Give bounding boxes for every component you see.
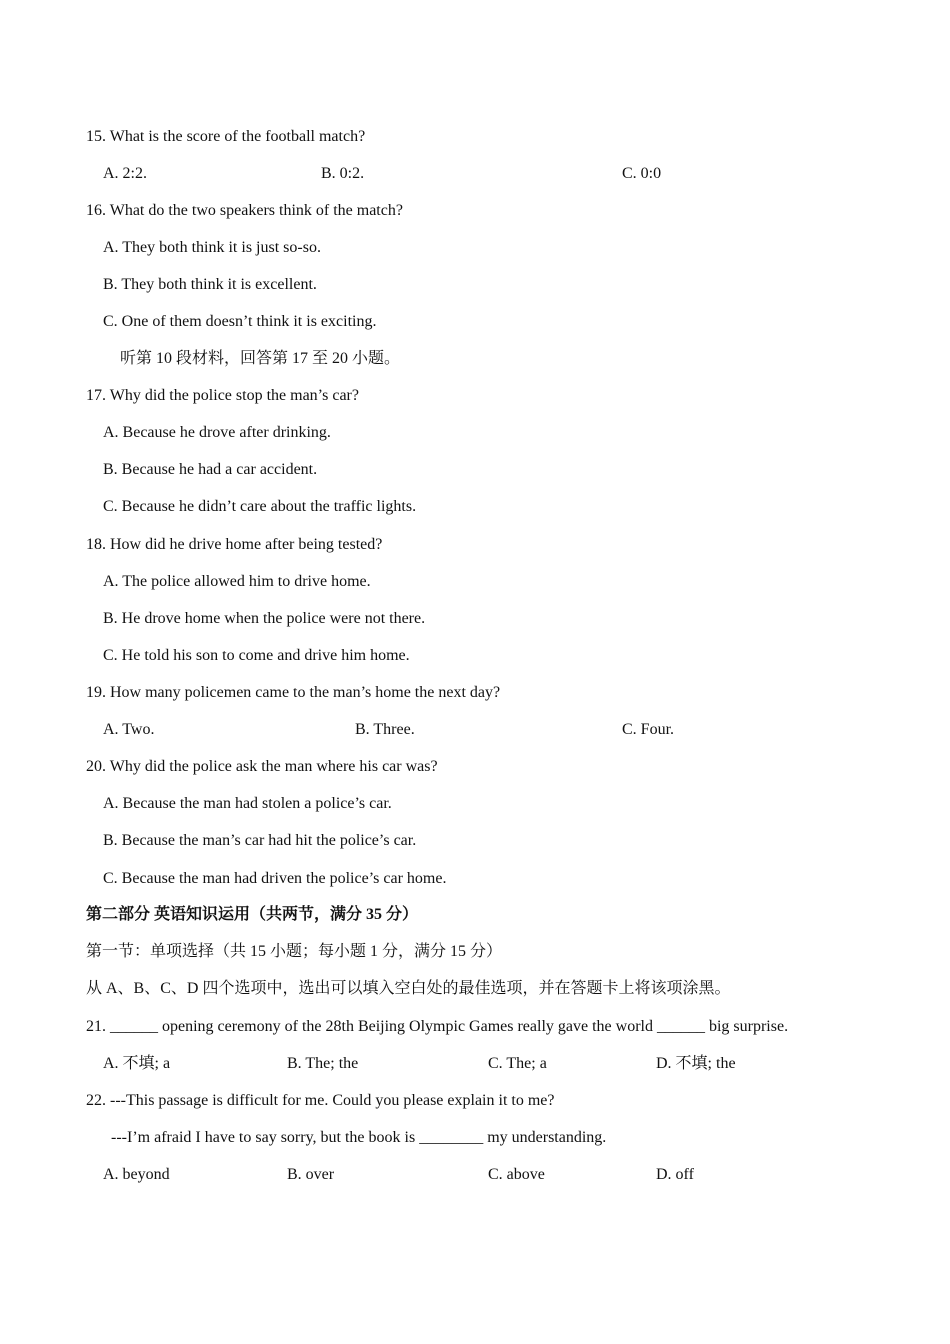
option-d: D. 不填; the [656,1055,736,1072]
option-a: A. Two. [103,721,155,738]
option-c: C. He told his son to come and drive him home. [103,647,410,664]
option-row [0,860,950,897]
options-row [0,1045,950,1082]
listening-note [0,340,950,377]
option-c: C. The; a [488,1055,547,1072]
part2-heading [0,896,950,933]
option-a: A. Because the man had stolen a police’s car. [103,795,392,812]
part2-heading-text: 第二部分 英语知识运用（共两节，满分 35 分） [86,906,419,923]
question-stem: 22. ---This passage is difficult for me. Could you please explain it to me? [86,1092,555,1109]
option-c: C. 0:0 [622,165,662,182]
option-c: C. Because the man had driven the police’s car home. [103,870,447,887]
question-stem: 19. How many policemen came to the man’s home the next day? [86,684,501,701]
question-stem: 16. What do the two speakers think of the match? [86,202,403,219]
option-d: D. off [656,1166,694,1183]
option-b: B. Because he had a car accident. [103,461,318,478]
option-c: C. Four. [622,721,675,738]
question-22 [0,1082,950,1119]
option-b: B. He drove home when the police were not there. [103,610,426,627]
question-stem: 17. Why did the police stop the man’s car? [86,387,359,404]
question-19 [0,674,950,711]
option-b: B. Three. [355,721,415,738]
question-16 [0,192,950,229]
question-21 [0,1008,950,1045]
question-20 [0,748,950,785]
option-b: B. over [287,1166,335,1183]
listening-note-text: 听第 10 段材料，回答第 17 至 20 小题。 [120,350,401,367]
option-c: C. above [488,1166,545,1183]
options-row [0,711,950,748]
option-row [0,488,950,525]
question-18 [0,526,950,563]
option-row [0,303,950,340]
option-c: C. One of them doesn’t think it is exciting. [103,313,377,330]
option-a: A. The police allowed him to drive home. [103,573,371,590]
question-stem: 20. Why did the police ask the man where his car was? [86,758,438,775]
question-17 [0,377,950,414]
option-a: A. Because he drove after drinking. [103,424,331,441]
question-stem: 18. How did he drive home after being tested? [86,536,383,553]
option-b: B. 0:2. [321,165,365,182]
question-stem: 15. What is the score of the football match? [86,128,366,145]
instruction-text: 从 A、B、C、D 四个选项中，选出可以填入空白处的最佳选项，并在答题卡上将该项涂黑。 [86,980,731,997]
option-row [0,600,950,637]
options-row [0,1156,950,1193]
reply-text: ---I’m afraid I have to say sorry, but the book is ________ my understanding. [111,1129,607,1146]
option-a: A. 不填; a [103,1055,171,1072]
option-a: A. They both think it is just so-so. [103,239,321,256]
option-b: B. The; the [287,1055,359,1072]
option-row [0,563,950,600]
option-c: C. Because he didn’t care about the traffic lights. [103,498,417,515]
option-b: B. Because the man’s car had hit the police’s car. [103,832,417,849]
option-row [0,266,950,303]
options-row [0,155,950,192]
option-a: A. beyond [103,1166,170,1183]
section1-heading-text: 第一节：单项选择（共 15 小题；每小题 1 分，满分 15 分） [86,943,503,960]
option-row [0,414,950,451]
option-row [0,229,950,266]
option-row [0,637,950,674]
option-row [0,785,950,822]
option-row [0,822,950,859]
option-b: B. They both think it is excellent. [103,276,317,293]
question-22-reply [0,1119,950,1156]
question-stem: 21. ______ opening ceremony of the 28th Beijing Olympic Games really gave the world ______ big surprise. [86,1018,789,1035]
question-15 [0,118,950,155]
instruction [0,970,950,1007]
option-a: A. 2:2. [103,165,147,182]
section1-heading [0,933,950,970]
option-row [0,451,950,488]
